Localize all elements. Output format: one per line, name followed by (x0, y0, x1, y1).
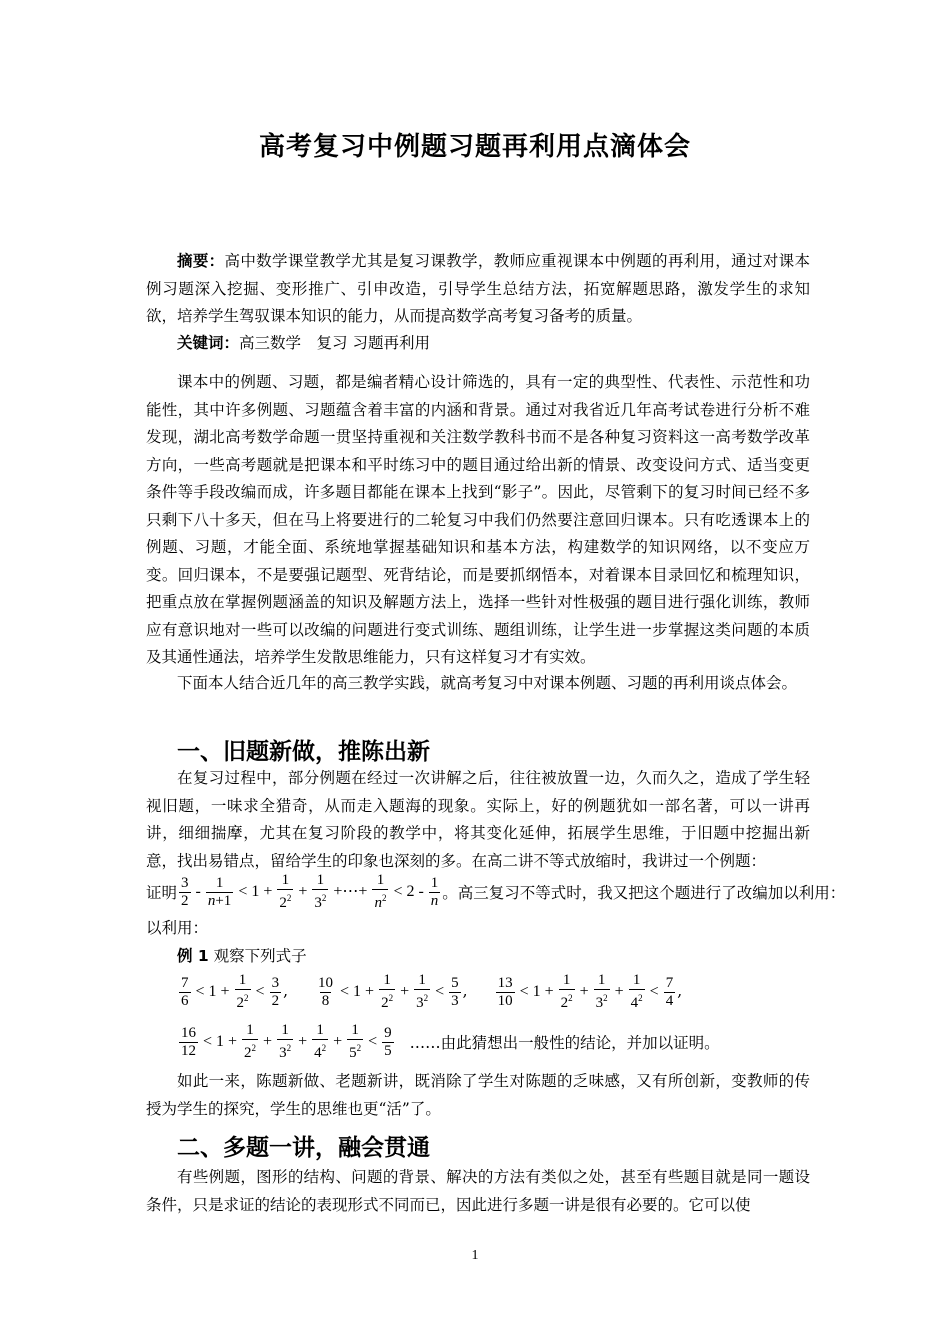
proof-prefix: 证明 (146, 884, 178, 902)
section1-paragraph: 在复习过程中，部分例题在经过一次讲解之后，往往被放置一边，久而久之，造成了学生轻视旧题，一味求全猎奇，从而走入题海的现象。实际上，好的例题犹如一部名著，可以一讲再讲，细细揣摩，尤其在复习阶段的教学中，将其变化延伸，拓展学生思维，于旧题中挖掘出新意，找出易错点，留给学生的印象也深刻的多。在高二讲不等式放缩时，我讲过一个例题： (146, 769, 810, 870)
formula-2: $\frac{10}{8}$ < 1 + $\frac{1}{2^2}$ + $\frac{1}{3^2}$ < $\frac{5}{3}$ , (318, 972, 468, 1011)
intro-paragraph-1: 课本中的例题、习题，都是编者精心设计筛选的，具有一定的典型性、代表性、示范性和功能性，其中许多例题、习题蕴含着丰富的内涵和背景。通过对我省近几年高考试卷进行分析不难发现，湖北高考数学命题一贯坚持重视和关注数学教科书而不是各种复习资料这一高考数学改革方向，一些高考题就是把课本和平时练习中的题目通过给出新的情景、改变设问方式、适当变更条件等手段改编而成，许多题目都能在课本上找到“影子”。因此，尽管剩下的复习时间已经不多只剩下八十多天，但在马上将要进行的二轮复习中我们仍然要注意回归课本。只有吃透课本上的例题、习题，才能全面、系统地掌握基础知识和基本方法，构建数学的知识网络，以不变应万变。回归课本，不是要强记题型、死背结论，而是要抓纲悟本，对着课本目录回忆和梳理知识，把重点放在掌握例题涵盖的知识及解题方法上，选择一些针对性极强的题目进行强化训练，教师应有意识地对一些可以改编的问题进行变式训练、题组训练，让学生进一步掌握这类问题的本质及其通性通法，培养学生发散思维能力，只有这样复习才有实效。 (146, 373, 810, 666)
abstract-text: 高中数学课堂教学尤其是复习课教学，教师应重视课本中例题的再利用，通过对课本例习题深入挖掘、变形推广、引申改造，引导学生总结方法，拓宽解题思路，激发学生的求知欲，培养学生驾驭课本知识的能力，从而提高数学高考复习备考的质量。 (146, 252, 810, 325)
example1-formulas-row1 (177, 968, 682, 1016)
formula-4: $\frac{16}{12}$ < 1 + $\frac{1}{2^2}$ + $\frac{1}{3^2}$ + $\frac{1}{4^2}$ + $\frac{1}{5^2}$ < $\frac{9}{5}$ (181, 1022, 392, 1061)
proof-line (146, 868, 845, 916)
abstract-label: 摘要： (177, 252, 225, 270)
example1-ellipsis-text: ……由此猜想出一般性的结论，并加以证明。 (409, 1034, 720, 1052)
proof-formula: $\frac{3}{2}$ - $\frac{1}{n+1}$ < 1 + $\frac{1}{2^2}$ + $\frac{1}{3^2}$ +⋯+ $\frac{1}{n^2}$ < 2 - $\frac{1}{n}$ (181, 872, 439, 911)
formula-1: $\frac{7}{6}$ < 1 + $\frac{1}{2^2}$ < $\frac{3}{2}$ , (181, 972, 289, 1011)
proof-continuation: 以利用： (146, 919, 209, 937)
section1-heading: 一、旧题新做，推陈出新 (177, 739, 430, 765)
keywords-line (146, 330, 810, 358)
proof-suffix: 。高三复习不等式时，我又把这个题进行了改编加以利用： (442, 884, 846, 902)
keywords-text: 高三数学 复习 习题再利用 (239, 334, 430, 352)
formula-3: $\frac{13}{10}$ < 1 + $\frac{1}{2^2}$ + $\frac{1}{3^2}$ + $\frac{1}{4^2}$ < $\frac{7}{4}$ , (497, 972, 683, 1011)
section2-heading: 二、多题一讲，融会贯通 (177, 1135, 430, 1161)
section1-closing: 如此一来，陈题新做、老题新讲，既消除了学生对陈题的乏味感，又有所创新，变教师的传授为学生的探究，学生的思维也更“活”了。 (146, 1072, 810, 1118)
intro-paragraph-2: 下面本人结合近几年的高三教学实践，就高考复习中对课本例题、习题的再利用谈点体会。 (177, 674, 798, 692)
example1-text: 观察下列式子 (213, 947, 307, 965)
keywords-label: 关键词： (177, 334, 240, 352)
section2-paragraph: 有些例题，图形的结构、问题的背景、解决的方法有类似之处，甚至有些题目就是同一题设条件，只是求证的结论的表现形式不同而已，因此进行多题一讲是很有必要的。它可以使 (146, 1168, 810, 1214)
example1-label: 例 1 (177, 947, 209, 965)
abstract-paragraph (146, 248, 810, 331)
page-number: 1 (471, 1248, 479, 1263)
example1-formulas-row2 (177, 1018, 720, 1066)
example1-intro (146, 943, 810, 971)
document-title: 高考复习中例题习题再利用点滴体会 (258, 132, 691, 162)
